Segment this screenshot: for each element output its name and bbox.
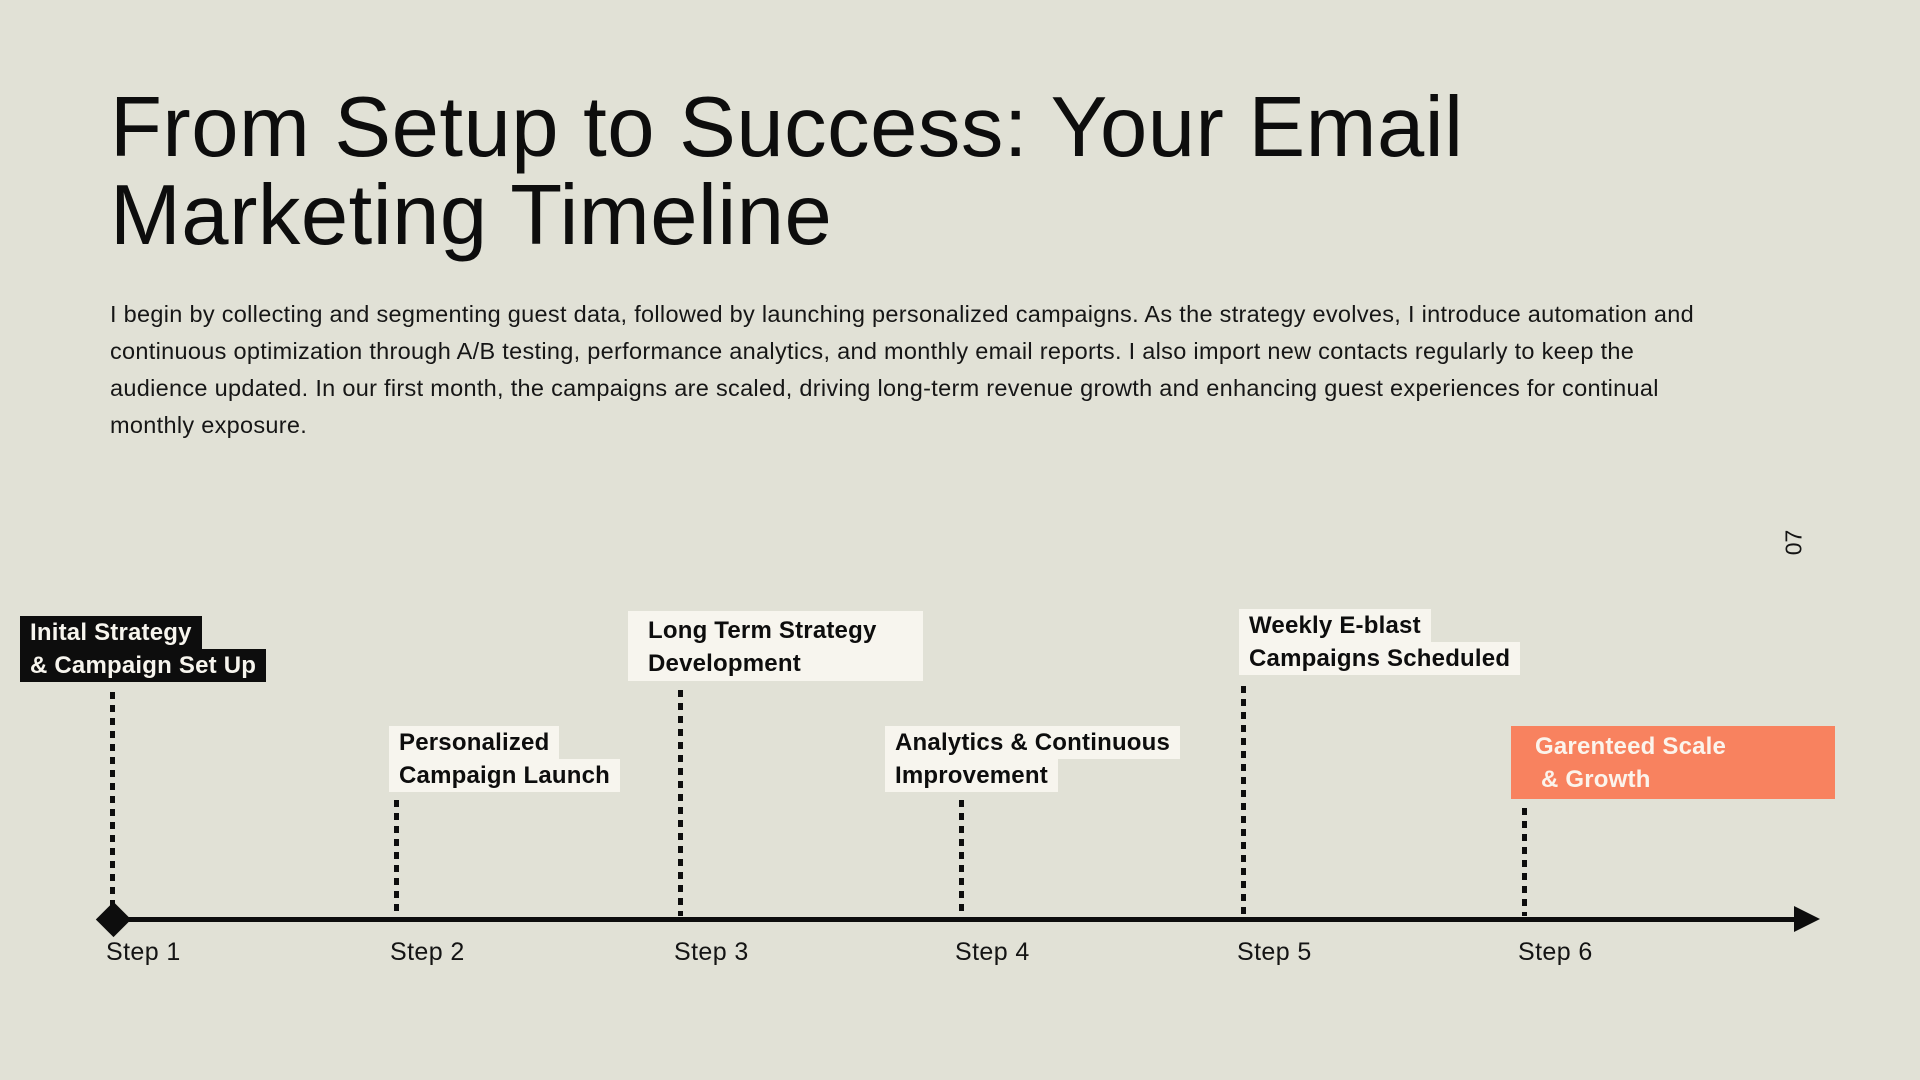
- connector-step-2: [394, 800, 399, 916]
- milestone-step-1: [20, 616, 266, 682]
- milestone-step-3: [628, 611, 923, 681]
- intro-paragraph: I begin by collecting and segmenting guest data, followed by launching personalized campaigns. As the strategy evolves, I introduce automation and continuous optimization through A/B testing, performance analytics, and monthly email reports. I also import new contacts regularly to keep the audience updated. In our first month, the campaigns are scaled, driving long-term revenue growth and enhancing guest experiences for continual monthly exposure.: [110, 301, 1695, 438]
- timeline-axis: [110, 917, 1802, 922]
- step-label-2: Step 2: [390, 938, 465, 966]
- step-label-4: Step 4: [955, 938, 1030, 966]
- connector-step-6: [1522, 808, 1527, 916]
- axis-arrowhead-icon: [1794, 906, 1820, 932]
- milestone-step-5: [1239, 609, 1520, 675]
- step-label-1: Step 1: [106, 938, 181, 966]
- milestone-step-2-line-1: Personalized: [389, 726, 559, 759]
- milestone-step-6-line-1: Garenteed Scale: [1535, 733, 1727, 760]
- connector-step-4: [959, 800, 964, 916]
- milestone-step-1-line-2: & Campaign Set Up: [20, 649, 266, 682]
- step-label-3: Step 3: [674, 938, 749, 966]
- milestone-step-4-line-1: Analytics & Continuous: [885, 726, 1180, 759]
- page-title-line-1: From Setup to Success: Your Email: [110, 80, 1464, 175]
- axis-start-diamond-icon: [96, 902, 131, 937]
- connector-step-3: [678, 690, 683, 916]
- page-title-line-2: Marketing Timeline: [110, 168, 833, 263]
- milestone-step-1-line-1: Inital Strategy: [20, 616, 202, 649]
- connector-step-1: [110, 692, 115, 916]
- milestone-step-2: [389, 726, 620, 792]
- connector-step-5: [1241, 686, 1246, 916]
- page-title: [110, 80, 1464, 263]
- page-number: 07: [1780, 529, 1807, 556]
- step-label-6: Step 6: [1518, 938, 1593, 966]
- milestone-step-2-line-2: Campaign Launch: [389, 759, 620, 792]
- milestone-step-4-line-2: Improvement: [885, 759, 1058, 792]
- milestone-step-5-line-1: Weekly E-blast: [1239, 609, 1431, 642]
- milestone-step-6: [1511, 726, 1835, 799]
- milestone-step-4: [885, 726, 1180, 792]
- milestone-step-6-line-2: & Growth: [1541, 766, 1651, 793]
- milestone-step-3-line-1: Long Term Strategy: [648, 617, 877, 644]
- milestone-step-5-line-2: Campaigns Scheduled: [1239, 642, 1520, 675]
- milestone-step-3-line-2: Development: [648, 650, 801, 677]
- step-label-5: Step 5: [1237, 938, 1312, 966]
